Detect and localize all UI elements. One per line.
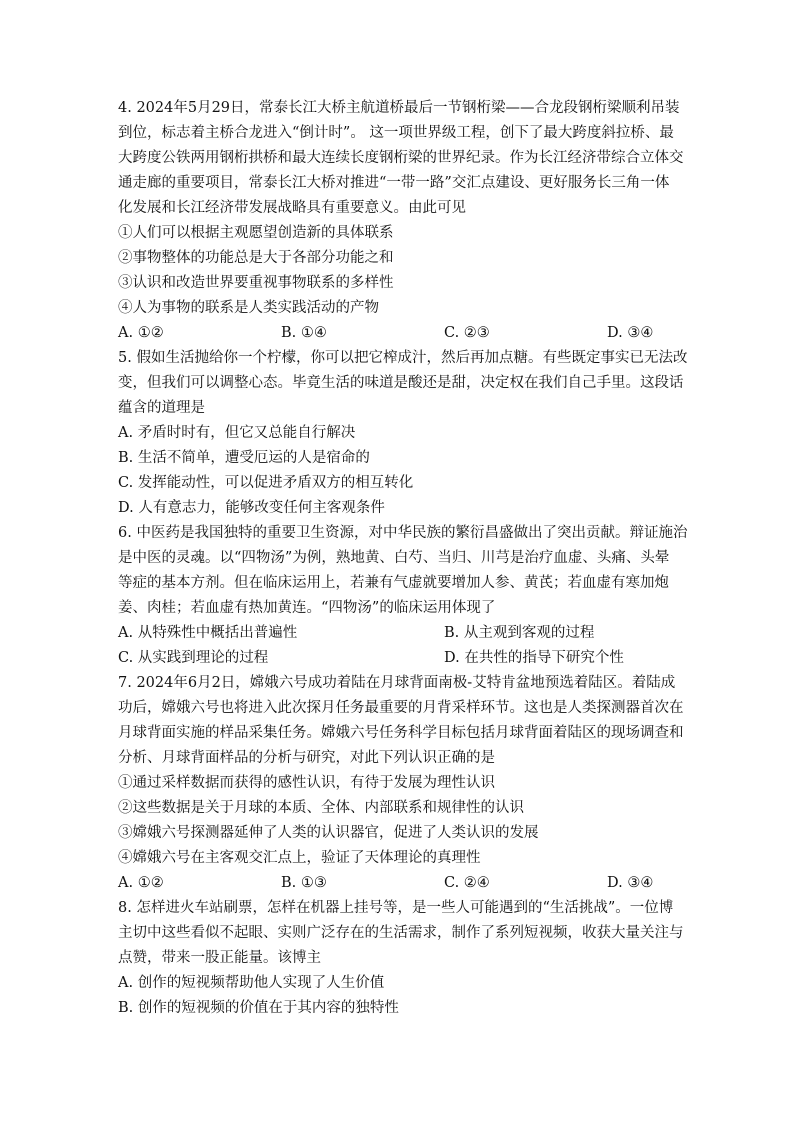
option-b: B. ①③: [281, 875, 327, 891]
question-4-statement: ③认识和改造世界要重视事物联系的多样性: [118, 275, 394, 291]
option-d: D. ③④: [607, 875, 654, 891]
option-c: C. 发挥能动性，可以促进矛盾双方的相互转化: [118, 475, 414, 491]
option-c: C. ②③: [444, 325, 490, 341]
question-4-statement: ①人们可以根据主观愿望创造新的具体联系: [118, 225, 394, 241]
question-6-stem-line: 姜、肉桂；若血虚有热加黄连。“四物汤”的临床运用体现了: [118, 600, 496, 616]
question-4-stem-line: 到位，标志着主桥合龙进入“倒计时”。 这一项世界级工程，创下了最大跨度斜拉桥、最: [118, 125, 674, 141]
option-b: B. ①④: [281, 325, 327, 341]
question-7-options: [118, 871, 688, 896]
question-7-statement: ①通过采样数据而获得的感性认识，有待于发展为理性认识: [118, 775, 495, 791]
question-7: [118, 671, 688, 896]
option-c: C. 从实践到理论的过程: [118, 650, 269, 666]
question-5-stem-line: 5. 假如生活抛给你一个柠檬，你可以把它榨成汁，然后再加点糖。有些既定事实已无法改: [118, 350, 688, 366]
question-4-statement: ④人为事物的联系是人类实践活动的产物: [118, 300, 379, 316]
question-8-stem-line: 主切中这些看似不起眼、实则广泛存在的生活需求，制作了系列短视频，收获大量关注与: [118, 925, 684, 941]
question-7-stem-line: 分析、月球背面样品的分析与研究，对此下列认识正确的是: [118, 750, 495, 766]
question-6-stem-line: 等症的基本方剂。但在临床运用上，若兼有气虚就要增加人参、黄芪；若血虚有寒加炮: [118, 575, 669, 591]
question-7-statement: ②这些数据是关于月球的本质、全体、内部联系和规律性的认识: [118, 800, 524, 816]
option-c: C. ②④: [444, 875, 490, 891]
question-5: [118, 346, 688, 521]
question-7-stem-line: 7. 2024年6月2日，嫦娥六号成功着陆在月球背面南极-艾特肯盆地预选着陆区。着陆成: [118, 675, 676, 691]
option-d: D. 在共性的指导下研究个性: [444, 650, 624, 666]
option-b: B. 创作的短视频的价值在于其内容的独特性: [118, 1000, 399, 1016]
question-6-stem-line: 是中医的灵魂。以“四物汤”为例，熟地黄、白芍、当归、川芎是治疗血虚、头痛、头晕: [118, 550, 670, 566]
question-4-statement: ②事物整体的功能总是大于各部分功能之和: [118, 250, 394, 266]
question-4-stem-line: 化发展和长江经济带发展战略具有重要意义。由此可见: [118, 200, 466, 216]
question-6-options-row: [118, 621, 688, 646]
question-5-stem-line: 变，但我们可以调整心态。毕竟生活的味道是酸还是甜，决定权在我们自己手里。这段话: [118, 375, 684, 391]
option-d: D. ③④: [607, 325, 654, 341]
question-7-statement: ③嫦娥六号探测器延伸了人类的认识器官，促进了人类认识的发展: [118, 825, 539, 841]
question-7-stem-line: 功后，嫦娥六号也将进入此次探月任务最重要的月背采样环节。这也是人类探测器首次在: [118, 700, 684, 716]
question-6: [118, 521, 688, 671]
option-a: A. 矛盾时时有，但它又总能自行解决: [118, 425, 356, 441]
question-6-options-row: [118, 646, 688, 671]
exam-content: [118, 96, 688, 1021]
question-8-stem-line: 8. 怎样进火车站刷票，怎样在机器上挂号等，是一些人可能遇到的“生活挑战”。一位博: [118, 900, 674, 916]
question-8-stem-line: 点赞，带来一股正能量。该博主: [118, 950, 321, 966]
option-d: D. 人有意志力，能够改变任何主客观条件: [118, 500, 385, 516]
option-a: A. 创作的短视频帮助他人实现了人生价值: [118, 975, 385, 991]
question-7-stem-line: 月球背面实施的样品采集任务。嫦娥六号任务科学目标包括月球背面着陆区的现场调查和: [118, 725, 684, 741]
option-a: A. ①②: [118, 325, 164, 341]
question-5-stem-line: 蕴含的道理是: [118, 400, 205, 416]
option-a: A. ①②: [118, 875, 164, 891]
option-b: B. 生活不简单，遭受厄运的人是宿命的: [118, 450, 370, 466]
option-a: A. 从特殊性中概括出普遍性: [118, 625, 298, 641]
question-7-statement: ④嫦娥六号在主客观交汇点上，验证了天体理论的真理性: [118, 850, 481, 866]
question-4-stem-line: 大跨度公铁两用钢桁拱桥和最大连续长度钢桁梁的世界纪录。作为长江经济带综合立体交: [118, 150, 684, 166]
option-b: B. 从主观到客观的过程: [444, 625, 595, 641]
question-4-stem-line: 通走廊的重要项目，常泰长江大桥对推进“一带一路”交汇点建设、更好服务长三角一体: [118, 175, 670, 191]
question-4-stem-line: 4. 2024年5月29日，常泰长江大桥主航道桥最后一节钢桁梁——合龙段钢桁梁顺利吊装: [118, 100, 680, 116]
question-8: [118, 896, 688, 1021]
question-6-stem-line: 6. 中医药是我国独特的重要卫生资源，对中华民族的繁衍昌盛做出了突出贡献。辩证施治: [118, 525, 688, 541]
question-4-options: [118, 321, 688, 346]
question-4: [118, 96, 688, 346]
